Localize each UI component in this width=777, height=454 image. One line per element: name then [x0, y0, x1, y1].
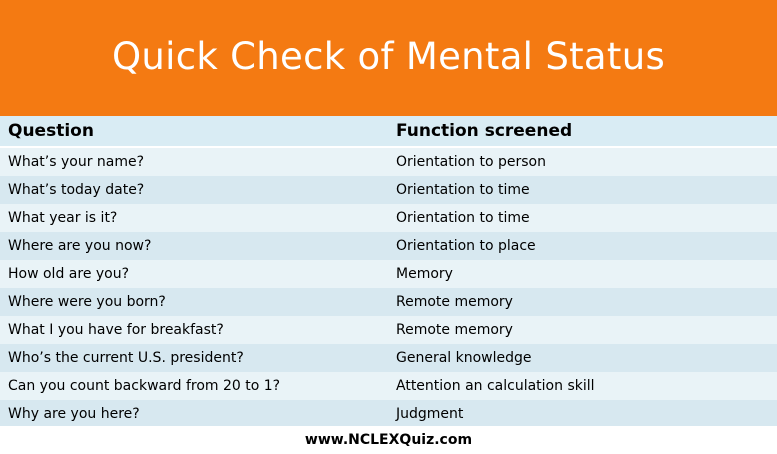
function-cell: Judgment — [396, 406, 464, 422]
question-cell: What’s today date? — [8, 182, 145, 198]
table-row — [0, 148, 777, 176]
column-header-function: Function screened — [396, 121, 573, 141]
question-cell: Why are you here? — [8, 406, 140, 422]
table-row — [0, 288, 777, 316]
function-cell: Orientation to place — [396, 238, 536, 254]
function-cell: Orientation to time — [396, 210, 530, 226]
table-row — [0, 176, 777, 204]
function-cell: Attention an calculation skill — [396, 378, 595, 394]
question-cell: Where were you born? — [8, 294, 166, 310]
column-header-question: Question — [8, 121, 94, 141]
table-header-row — [0, 116, 777, 148]
table-row — [0, 260, 777, 288]
website-footer: www.NCLEXQuiz.com — [0, 426, 777, 454]
function-cell: Orientation to time — [396, 182, 530, 198]
function-cell: Orientation to person — [396, 154, 546, 170]
table-row — [0, 316, 777, 344]
function-cell: Remote memory — [396, 322, 513, 338]
table-row — [0, 372, 777, 400]
title-banner — [0, 0, 777, 116]
table-row — [0, 344, 777, 372]
function-cell: Remote memory — [396, 294, 513, 310]
question-cell: How old are you? — [8, 266, 130, 282]
function-cell: General knowledge — [396, 350, 532, 366]
function-cell: Memory — [396, 266, 453, 282]
table-row — [0, 204, 777, 232]
table-row — [0, 232, 777, 260]
question-cell: Where are you now? — [8, 238, 152, 254]
question-cell: What I you have for breakfast? — [8, 322, 224, 338]
question-cell: What’s your name? — [8, 154, 145, 170]
page-title: Quick Check of Mental Status — [111, 34, 666, 78]
table-row — [0, 400, 777, 428]
question-cell: Can you count backward from 20 to 1? — [8, 378, 281, 394]
question-cell: What year is it? — [8, 210, 118, 226]
mental-status-table — [0, 116, 777, 428]
question-cell: Who’s the current U.S. president? — [8, 350, 244, 366]
